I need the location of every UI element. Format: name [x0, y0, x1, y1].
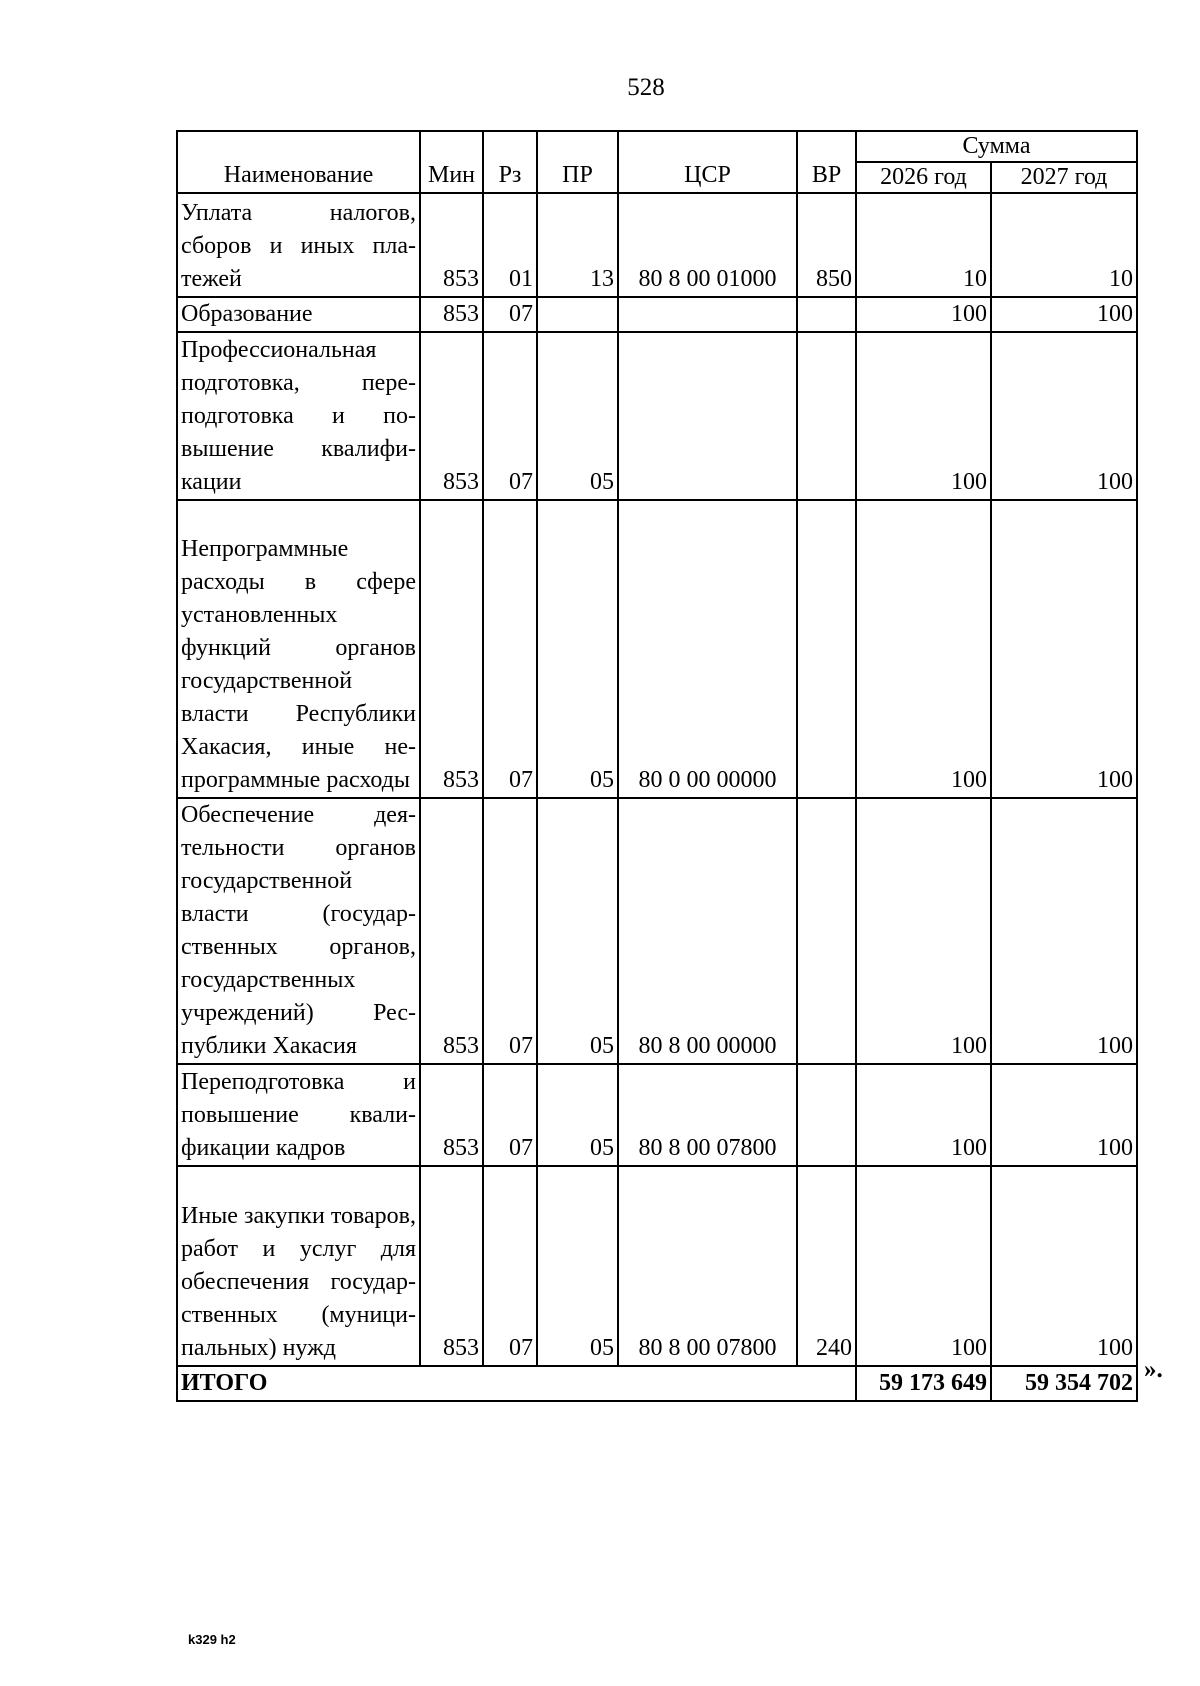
row-sum-2027: 100	[991, 1166, 1137, 1366]
row-pr	[537, 297, 618, 332]
row-name: Образование	[177, 297, 420, 332]
row-pr: 05	[537, 798, 618, 1064]
row-name: Профессиональная подготовка, переподготовка и повышение квалификации	[177, 332, 420, 500]
total-label: ИТОГО	[177, 1366, 856, 1401]
header-sum: Сумма	[856, 131, 1137, 162]
header-vr: ВР	[797, 131, 856, 193]
row-vr	[797, 500, 856, 798]
row-sum-2027: 100	[991, 500, 1137, 798]
row-name: Обеспечение деятельности органов государственной власти (государственных органов, государственных учреждений) Республики Хакасия	[177, 798, 420, 1064]
row-sum-2027: 100	[991, 1064, 1137, 1166]
row-sum-2026: 100	[856, 1166, 991, 1366]
row-vr: 850	[797, 193, 856, 297]
row-rz: 07	[483, 500, 537, 798]
row-csr	[618, 297, 797, 332]
row-rz: 07	[483, 798, 537, 1064]
row-rz: 07	[483, 1064, 537, 1166]
row-sum-2026: 100	[856, 332, 991, 500]
total-sum-2027: 59 354 702	[991, 1366, 1137, 1401]
table-row	[177, 297, 1137, 332]
row-vr: 240	[797, 1166, 856, 1366]
table-row	[177, 1064, 1137, 1166]
row-sum-2026: 10	[856, 193, 991, 297]
page-number: 528	[627, 74, 665, 101]
row-pr: 05	[537, 1064, 618, 1166]
row-csr: 80 0 00 00000	[618, 500, 797, 798]
row-name: Иные закупки товаров, работ и услуг для обеспечения государственных (муниципальных) нужд	[177, 1166, 420, 1366]
header-year-2027: 2027 год	[991, 162, 1137, 193]
row-name: Непрограммные расходы в сфере установленных функций органов государственной власти Республики Хакасия, иные непрограммные расходы	[177, 500, 420, 798]
header-row	[177, 131, 1137, 162]
row-rz: 07	[483, 332, 537, 500]
row-pr: 05	[537, 500, 618, 798]
row-vr	[797, 297, 856, 332]
row-pr: 05	[537, 1166, 618, 1366]
row-csr: 80 8 00 00000	[618, 798, 797, 1064]
table-row	[177, 500, 1137, 798]
row-rz: 01	[483, 193, 537, 297]
table-row	[177, 193, 1137, 297]
row-vr	[797, 332, 856, 500]
row-min: 853	[420, 798, 483, 1064]
row-csr: 80 8 00 07800	[618, 1166, 797, 1366]
header-csr: ЦСР	[618, 131, 797, 193]
row-min: 853	[420, 1064, 483, 1166]
row-min: 853	[420, 297, 483, 332]
row-min: 853	[420, 500, 483, 798]
table-row	[177, 1166, 1137, 1366]
row-csr	[618, 332, 797, 500]
total-sum-2026: 59 173 649	[856, 1366, 991, 1401]
row-pr: 13	[537, 193, 618, 297]
row-sum-2027: 100	[991, 332, 1137, 500]
budget-table	[176, 130, 1138, 1402]
row-min: 853	[420, 1166, 483, 1366]
row-csr: 80 8 00 01000	[618, 193, 797, 297]
row-sum-2026: 100	[856, 798, 991, 1064]
header-year-2026: 2026 год	[856, 162, 991, 193]
header-pr: ПР	[537, 131, 618, 193]
table-row	[177, 798, 1137, 1064]
row-sum-2026: 100	[856, 297, 991, 332]
header-name: Наименование	[177, 131, 420, 193]
row-rz: 07	[483, 297, 537, 332]
row-min: 853	[420, 193, 483, 297]
row-rz: 07	[483, 1166, 537, 1366]
row-sum-2026: 100	[856, 1064, 991, 1166]
row-sum-2027: 10	[991, 193, 1137, 297]
row-sum-2027: 100	[991, 798, 1137, 1064]
row-csr: 80 8 00 07800	[618, 1064, 797, 1166]
footer-document-code: k329 h2	[188, 1632, 236, 1647]
row-vr	[797, 798, 856, 1064]
row-sum-2027: 100	[991, 297, 1137, 332]
row-vr	[797, 1064, 856, 1166]
row-name: Переподготовка и повышение квалификации кадров	[177, 1064, 420, 1166]
closing-quote-mark: ».	[1144, 1356, 1163, 1383]
row-name: Уплата налогов, сборов и иных платежей	[177, 193, 420, 297]
header-rz: Рз	[483, 131, 537, 193]
table-row	[177, 332, 1137, 500]
row-sum-2026: 100	[856, 500, 991, 798]
row-min: 853	[420, 332, 483, 500]
header-min: Мин	[420, 131, 483, 193]
total-row	[177, 1366, 1137, 1401]
row-pr: 05	[537, 332, 618, 500]
